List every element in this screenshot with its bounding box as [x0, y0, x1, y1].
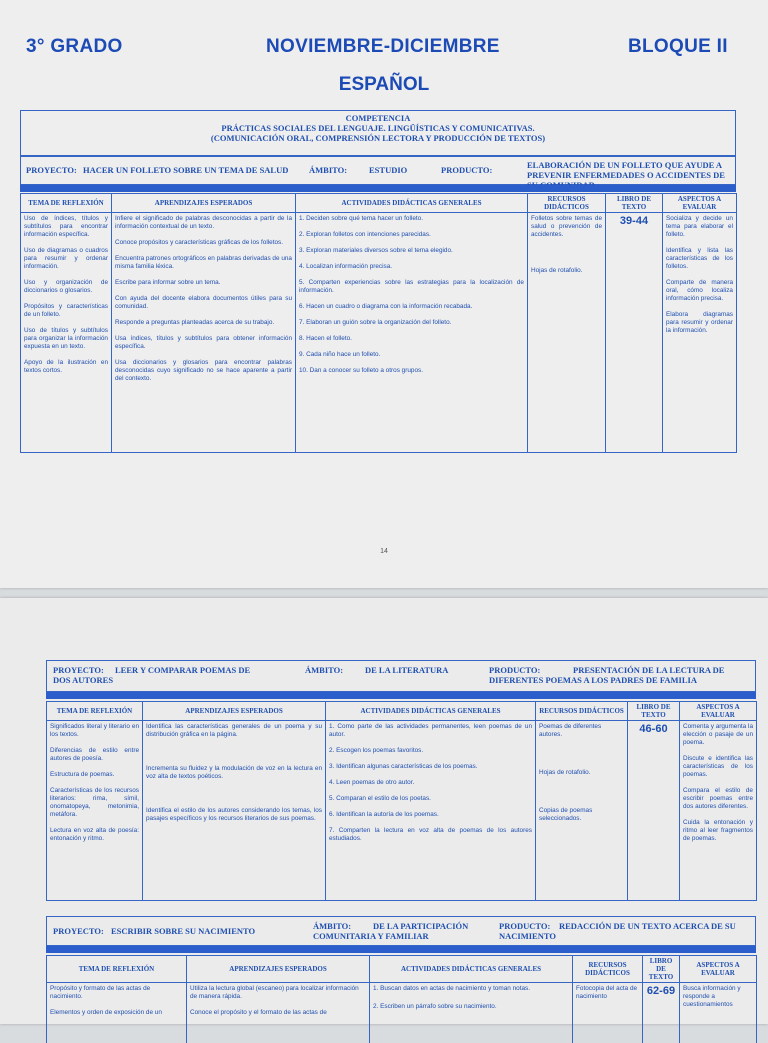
- ambito-label: ÁMBITO:: [309, 165, 348, 175]
- producto-label: PRODUCTO:: [441, 165, 493, 175]
- recurso-item: Copias de poemas seleccionados.: [539, 807, 593, 822]
- header-aprendizajes: APRENDIZAJES ESPERADOS: [112, 194, 296, 213]
- proyecto-label: PROYECTO:: [53, 665, 104, 675]
- tema-cell: [21, 213, 112, 453]
- blue-band: [20, 185, 736, 192]
- libro-pages: 39-44: [619, 215, 649, 227]
- aprendizaje-item: Utiliza la lectura global (escaneo) para localizar información de manera rápida.: [190, 985, 359, 1000]
- actividad-item: 4. Leen poemas de otro autor.: [329, 779, 415, 786]
- proyecto-row: [20, 156, 736, 185]
- actividad-item: 7. Elaboran un guión sobre la organización del folleto.: [299, 319, 452, 326]
- proyecto-value: LEER Y COMPARAR POEMAS DE DOS AUTORES: [53, 665, 251, 685]
- aprendizaje-item: Conoce propósitos y características gráficas de los folletos.: [115, 239, 284, 246]
- page-number: 14: [380, 548, 388, 555]
- competencia-title: COMPETENCIA: [345, 113, 411, 123]
- actividad-item: 5. Comparan el estilo de los poetas.: [329, 795, 431, 802]
- actividades-cell: [296, 213, 528, 453]
- recurso-item: Poemas de diferentes autores.: [539, 723, 602, 738]
- recursos-cell: [573, 983, 643, 1043]
- aprendizaje-item: Usa diccionarios y glosarios para encontrar palabras desconocidas cuyo significado no se hace aparente a partir del contexto.: [115, 359, 292, 382]
- aspecto-item: Busca información y responde a cuestionamientos: [683, 985, 741, 1008]
- aspecto-item: Comparte de manera oral, cómo localiza información precisa.: [666, 279, 733, 302]
- header-libro: LIBRO DE TEXTO: [643, 956, 680, 983]
- aprendizaje-item: Conoce el propósito y el formato de las actas de: [190, 1009, 327, 1016]
- tema-item: Uso de títulos y subtítulos para organizar la información expuesta en un texto.: [24, 327, 108, 350]
- recurso-item: Folletos sobre temas de salud o prevención de accidentes.: [531, 215, 602, 238]
- actividad-item: 7. Comparten la lectura en voz alta de poemas de los autores estudiados.: [329, 827, 532, 842]
- libro-pages: 62-69: [646, 985, 676, 997]
- grade-heading: 3° GRADO: [26, 36, 123, 57]
- header-libro: LIBRO DE TEXTO: [606, 194, 663, 213]
- ambito-value: DE LA LITERATURA: [365, 665, 449, 675]
- actividad-item: 1. Deciden sobre qué tema hacer un folleto.: [299, 215, 423, 222]
- period-heading: NOVIEMBRE-DICIEMBRE: [266, 36, 500, 57]
- tema-item: Características de los recursos literarios: rima, símil, onomatopeya, metonimia, metáfora.: [50, 787, 139, 818]
- tema-cell: [47, 983, 187, 1043]
- tema-item: Significados literal y literario en los textos.: [50, 723, 139, 738]
- aprendizaje-item: Responde a preguntas planteadas acerca de su trabajo.: [115, 319, 275, 326]
- actividad-item: 5. Comparten experiencias sobre las estrategias para la localización de información.: [299, 279, 524, 294]
- tema-item: Estructura de poemas.: [50, 771, 115, 778]
- header-tema: TEMA DE REFLEXIÓN: [21, 194, 112, 213]
- libro-pages: 46-60: [639, 723, 668, 735]
- header-aspectos: ASPECTOS A EVALUAR: [680, 956, 757, 983]
- recursos-cell: [528, 213, 606, 453]
- competencia-line2: (COMUNICACIÓN ORAL, COMPRENSIÓN LECTORA Y PRODUCCIÓN DE TEXTOS): [210, 133, 546, 143]
- ambito-value: DE LA PARTICIPACIÓN COMUNITARIA Y FAMILIAR: [313, 921, 469, 941]
- activities-table: [46, 701, 757, 901]
- header-libro: LIBRO DE TEXTO: [628, 702, 680, 721]
- tema-item: Uso y organización de diccionarios o glosarios.: [24, 279, 108, 294]
- recurso-item: Hojas de rotafolio.: [531, 267, 583, 274]
- recurso-item: Fotocopia del acta de nacimiento: [576, 985, 638, 1000]
- aspecto-item: Compara el estilo de escribir poemas entre dos autores diferentes.: [683, 787, 753, 810]
- activities-table: [46, 955, 757, 1043]
- recurso-item: Hojas de rotafolio.: [539, 769, 591, 776]
- actividad-item: 2. Exploran folletos con intenciones parecidas.: [299, 231, 431, 238]
- libro-cell: [643, 983, 680, 1043]
- proyecto-row: [46, 916, 756, 946]
- actividad-item: 10. Dan a conocer su folleto a otros grupos.: [299, 367, 423, 374]
- aprendizajes-cell: [187, 983, 370, 1043]
- tema-cell: [47, 721, 143, 901]
- subject-heading: ESPAÑOL: [338, 74, 430, 95]
- aspecto-item: Comenta y argumenta la elección o pasaje de un poema.: [683, 723, 753, 746]
- aprendizaje-item: Incrementa su fluidez y la modulación de voz en la lectura en voz alta de textos poéticos.: [146, 765, 322, 780]
- page-bottom: [0, 598, 768, 1024]
- blue-band: [46, 946, 756, 953]
- aprendizaje-item: Usa índices, títulos y subtítulos para obtener información específica.: [115, 335, 292, 350]
- aprendizajes-cell: [112, 213, 296, 453]
- producto-label: PRODUCTO:: [489, 665, 541, 675]
- header-aprendizajes: APRENDIZAJES ESPERADOS: [187, 956, 370, 983]
- producto-label: PRODUCTO:: [499, 921, 551, 931]
- actividades-cell: [370, 983, 573, 1043]
- recursos-cell: [536, 721, 628, 901]
- aprendizaje-item: Infiere el significado de palabras desconocidas a partir de la información contextual de un texto.: [115, 215, 292, 230]
- actividad-item: 3. Identifican algunas características de los poemas.: [329, 763, 478, 770]
- producto-value: ELABORACIÓN DE UN FOLLETO QUE AYUDE A PREVENIR ENFERMEDADES O ACCIDENTES DE: [527, 160, 725, 180]
- competencia-box: [20, 110, 736, 156]
- aspecto-item: Identifica y lista las características de los folletos.: [666, 247, 733, 270]
- actividad-item: 6. Identifican la autoría de los poemas.: [329, 811, 439, 818]
- aprendizaje-item: Escribe para informar sobre un tema.: [115, 279, 221, 286]
- proyecto-value: HACER UN FOLLETO SOBRE UN TEMA DE SALUD: [83, 165, 289, 175]
- actividad-item: 4. Localizan información precisa.: [299, 263, 393, 270]
- header-actividades: ACTIVIDADES DIDÁCTICAS GENERALES: [370, 956, 573, 983]
- actividad-item: 9. Cada niño hace un folleto.: [299, 351, 381, 358]
- tema-item: Elementos y orden de exposición de un: [50, 1009, 162, 1016]
- activities-table: [20, 193, 737, 453]
- proyecto-row: [46, 660, 756, 692]
- tema-item: Lectura en voz alta de poesía: entonación y ritmo.: [50, 827, 139, 842]
- libro-cell: [606, 213, 663, 453]
- actividad-item: 2. Escogen los poemas favoritos.: [329, 747, 424, 754]
- tema-item: Diferencias de estilo entre autores de poesía.: [50, 747, 139, 762]
- header-aspectos: ASPECTOS A EVALUAR: [680, 702, 757, 721]
- aprendizaje-item: Identifica el estilo de los autores considerando los temas, los pasajes específicos y los recursos literarios de sus poemas.: [146, 807, 322, 822]
- producto-value: PRESENTACIÓN DE LA LECTURA DE DIFERENTES POEMAS A LOS PADRES DE FAMILIA: [489, 665, 725, 685]
- proyecto-label: PROYECTO:: [26, 165, 77, 175]
- actividad-item: 6. Hacen un cuadro o diagrama con la información recabada.: [299, 303, 473, 310]
- aspecto-item: Cuida la entonación y ritmo al leer fragmentos de poemas.: [683, 819, 753, 842]
- proyecto-value: ESCRIBIR SOBRE SU NACIMIENTO: [111, 926, 256, 936]
- aspecto-item: Discute e identifica las características de los poemas.: [683, 755, 753, 778]
- header-tema: TEMA DE REFLEXIÓN: [47, 702, 143, 721]
- actividad-item: 1. Como parte de las actividades permanentes, leen poemas de un autor.: [329, 723, 532, 738]
- header-aspectos: ASPECTOS A EVALUAR: [663, 194, 737, 213]
- producto-value: REDACCIÓN DE UN TEXTO ACERCA DE SU NACIMIENTO: [499, 921, 736, 941]
- aprendizaje-item: Con ayuda del docente elabora documentos útiles para su comunidad.: [115, 295, 292, 310]
- blue-band: [46, 692, 756, 699]
- header-recursos: RECURSOS DIDÁCTICOS: [528, 194, 606, 213]
- actividad-item: 1. Buscan datos en actas de nacimiento y toman notas.: [373, 985, 531, 992]
- aspectos-cell: [663, 213, 737, 453]
- aprendizaje-item: Identifica las características generales de un poema y su distribución gráfica en la página.: [146, 723, 322, 738]
- aspecto-item: Socializa y decide un tema para elaborar el folleto.: [666, 215, 733, 238]
- aprendizaje-item: Encuentra patrones ortográficos en palabras derivadas de una misma familia léxica.: [115, 255, 292, 270]
- tema-item: Uso de diagramas o cuadros para resumir y ordenar información.: [24, 247, 108, 270]
- header-actividades: ACTIVIDADES DIDÁCTICAS GENERALES: [326, 702, 536, 721]
- header-recursos: RECURSOS DIDÁCTICOS: [573, 956, 643, 983]
- header-tema: TEMA DE REFLEXIÓN: [47, 956, 187, 983]
- actividades-cell: [326, 721, 536, 901]
- tema-item: Propósitos y características de un folleto.: [24, 303, 108, 318]
- header-aprendizajes: APRENDIZAJES ESPERADOS: [143, 702, 326, 721]
- block-heading: BLOQUE II: [628, 36, 728, 57]
- aprendizajes-cell: [143, 721, 326, 901]
- aspecto-item: Elabora diagramas para resumir y ordenar la información.: [666, 311, 733, 334]
- competencia-line1: PRÁCTICAS SOCIALES DEL LENGUAJE. LINGÜÍSTICAS Y COMUNICATIVAS.: [221, 123, 535, 133]
- actividad-item: 3. Exploran materiales diversos sobre el tema elegido.: [299, 247, 453, 254]
- ambito-value: ESTUDIO: [369, 165, 408, 175]
- tema-item: Propósito y formato de las actas de nacimiento.: [50, 985, 151, 1000]
- actividad-item: 8. Hacen el folleto.: [299, 335, 352, 342]
- ambito-label: ÁMBITO:: [313, 921, 352, 931]
- tema-item: Apoyo de la ilustración en textos cortos.: [24, 359, 108, 374]
- header-recursos: RECURSOS DIDÁCTICOS: [536, 702, 628, 721]
- ambito-label: ÁMBITO:: [305, 665, 344, 675]
- aspectos-cell: [680, 983, 757, 1043]
- actividad-item: 2. Escriben un párrafo sobre su nacimiento.: [373, 1003, 497, 1010]
- proyecto-label: PROYECTO:: [53, 926, 104, 936]
- aspectos-cell: [680, 721, 757, 901]
- tema-item: Uso de índices, títulos y subtítulos para encontrar información específica.: [24, 215, 108, 238]
- header-actividades: ACTIVIDADES DIDÁCTICAS GENERALES: [296, 194, 528, 213]
- libro-cell: [628, 721, 680, 901]
